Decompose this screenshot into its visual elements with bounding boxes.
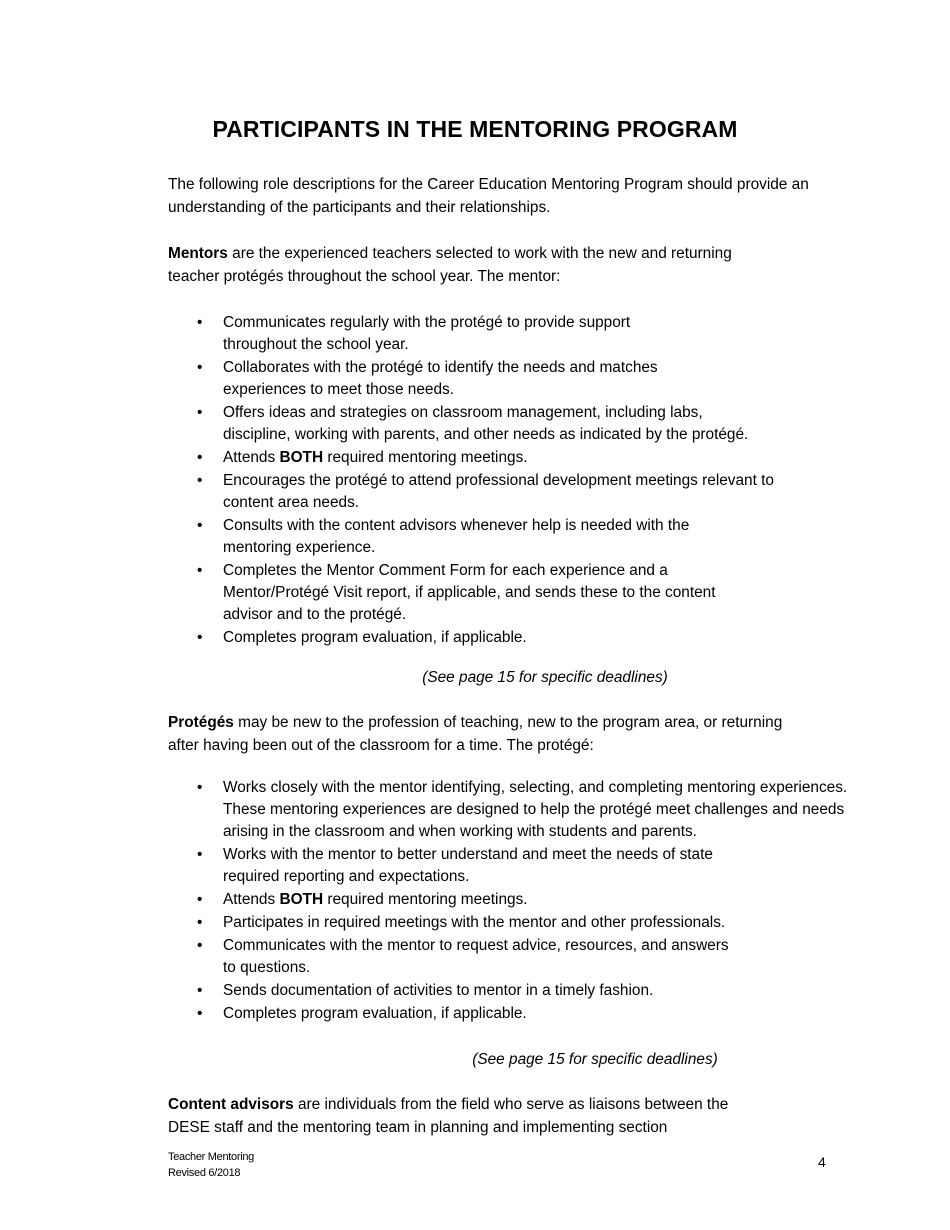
list-item: • Offers ideas and strategies on classroom management, including labs, discipline, working with parents, and other needs as indicated by the protégé. bbox=[197, 404, 749, 443]
bullet-icon: • bbox=[197, 846, 203, 863]
protege-deadlines-note: (See page 15 for specific deadlines) bbox=[472, 1051, 718, 1068]
footer-info bbox=[168, 1149, 254, 1181]
mentors-lead: are the experienced teachers selected to work with the new and returning teacher protégés throughout the school year. The mentor: bbox=[168, 245, 732, 285]
bullet-icon: • bbox=[197, 914, 203, 931]
advisors-lead: are individuals from the field who serve as liaisons between the DESE staff and the mentoring team in planning and implementing section bbox=[168, 1096, 729, 1136]
protege-duties-list bbox=[168, 777, 848, 1026]
list-item: • Attends BOTH required mentoring meetings. bbox=[168, 889, 848, 911]
proteges-term: Protégés bbox=[168, 714, 234, 731]
list-item: • Attends BOTH required mentoring meetings. bbox=[168, 447, 848, 469]
list-item: • Participates in required meetings with the mentor and other professionals. bbox=[168, 912, 848, 934]
list-item: • Collaborates with the protégé to identify the needs and matches experiences to meet those needs. bbox=[197, 359, 658, 398]
mentors-paragraph bbox=[168, 242, 748, 288]
list-item: • Sends documentation of activities to mentor in a timely fashion. bbox=[168, 980, 848, 1002]
bullet-icon: • bbox=[197, 937, 203, 954]
bullet-icon: • bbox=[197, 359, 203, 376]
list-item: • Works closely with the mentor identifying, selecting, and completing mentoring experiences. These mentoring experiences are designed to help the protégé meet challenges and needs arising in the classroom and when working with students and parents. bbox=[197, 779, 848, 840]
list-item: • Communicates regularly with the protégé to provide support throughout the school year. bbox=[197, 314, 631, 353]
list-item: • Completes program evaluation, if applicable. bbox=[168, 627, 848, 649]
mentor-deadlines-note: (See page 15 for specific deadlines) bbox=[422, 669, 668, 686]
list-item: • Completes program evaluation, if applicable. bbox=[168, 1003, 848, 1025]
bullet-icon: • bbox=[197, 982, 203, 999]
bullet-icon: • bbox=[197, 472, 203, 489]
list-item: • Communicates with the mentor to request advice, resources, and answers to questions. bbox=[197, 937, 729, 976]
bullet-icon: • bbox=[197, 629, 203, 646]
advisors-term: Content advisors bbox=[168, 1096, 294, 1113]
advisors-paragraph bbox=[168, 1093, 768, 1139]
proteges-lead: may be new to the profession of teaching, new to the program area, or returning after having been out of the classroom for a time. The protégé: bbox=[168, 714, 783, 754]
bullet-icon: • bbox=[197, 404, 203, 421]
proteges-paragraph bbox=[168, 711, 808, 757]
footer-revision: Revised 6/2018 bbox=[168, 1167, 241, 1179]
footer-doc-title: Teacher Mentoring bbox=[168, 1151, 255, 1163]
mentor-duties-list bbox=[168, 312, 848, 650]
intro-paragraph: The following role descriptions for the Career Education Mentoring Program should provide an understanding of the participants and their relationships. bbox=[168, 176, 809, 216]
list-item: • Works with the mentor to better understand and meet the needs of state required reporting and expectations. bbox=[197, 846, 713, 885]
page-number: 4 bbox=[818, 1154, 826, 1170]
list-item: • Encourages the protégé to attend professional development meetings relevant to content area needs. bbox=[197, 472, 774, 511]
page-title: PARTICIPANTS IN THE MENTORING PROGRAM bbox=[212, 116, 738, 142]
bullet-icon: • bbox=[197, 891, 203, 908]
mentors-term: Mentors bbox=[168, 245, 228, 262]
bullet-icon: • bbox=[197, 1005, 203, 1022]
bullet-icon: • bbox=[197, 562, 203, 579]
bullet-icon: • bbox=[197, 779, 203, 796]
list-item: • Completes the Mentor Comment Form for each experience and a Mentor/Protégé Visit report, if applicable, and sends these to the content advisor and to the protégé. bbox=[197, 562, 716, 623]
bullet-icon: • bbox=[197, 517, 203, 534]
bullet-icon: • bbox=[197, 314, 203, 331]
bullet-icon: • bbox=[197, 449, 203, 466]
list-item: • Consults with the content advisors whenever help is needed with the mentoring experience. bbox=[197, 517, 690, 556]
